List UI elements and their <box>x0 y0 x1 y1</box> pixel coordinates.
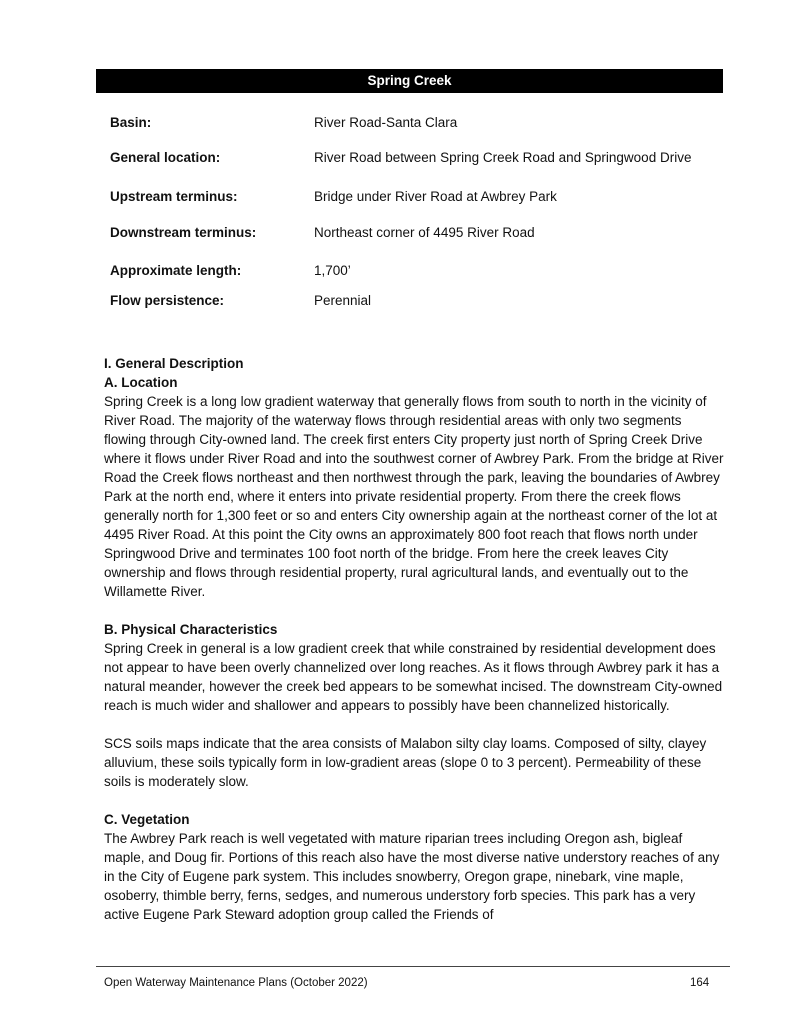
page-number: 164 <box>690 977 710 989</box>
info-value: Perennial <box>314 293 372 308</box>
physical-paragraph-2: SCS soils maps indicate that the area consists of Malabon silty clay loams. Composed of silty, clayey alluvium, these soils typically form in low-gradient areas (slope 0 to 3 percent). Permeability of these soils is moderately slow. <box>104 736 707 789</box>
info-label: Upstream terminus: <box>110 189 238 204</box>
location-paragraph: Spring Creek is a long low gradient waterway that generally flows from south to north in the vicinity of River Road. The majority of the waterway flows through residential areas with only two segments flowing through City-owned land. The creek first enters City property just north of Spring Creek Drive where it flows under River Road and into the southwest corner of Awbrey Park. From the bridge at River Road the Creek flows northeast and then northwest through the park, leaving the boundaries of Awbrey Park at the north end, where it enters into private residential property. From there the creek flows generally north for 1,300 feet or so and enters City ownership again at the northeast corner of the lot at 4495 River Road. At this point the City owns an approximately 800 foot reach that flows north under Springwood Drive and terminates 100 foot north of the bridge. From here the creek leaves City ownership and flows through residential property, rural agricultural lands, and eventually out to the Willamette River. <box>104 394 724 599</box>
subsection-heading-location: A. Location <box>104 375 178 390</box>
section-heading-general-description: I. General Description <box>104 356 244 371</box>
info-label: Downstream terminus: <box>110 225 257 240</box>
info-label: General location: <box>110 150 221 165</box>
subsection-heading-physical-characteristics: B. Physical Characteristics <box>104 622 278 637</box>
physical-paragraph-1: Spring Creek in general is a low gradient creek that while constrained by residential development does not appear to have been overly channelized over long reaches. As it flows through Awbrey park it has a natural meander, however the creek bed appears to be somewhat incised. The downstream City-owned reach is much wider and shallower and appears to possibly have been channelized historically. <box>104 641 723 713</box>
vegetation-paragraph: The Awbrey Park reach is well vegetated with mature riparian trees including Oregon ash, bigleaf maple, and Doug fir. Portions of this reach also have the most diverse native understory reaches of any in the City of Eugene park system. This includes snowberry, Oregon grape, ninebark, vine maple, osoberry, thimble berry, ferns, sedges, and numerous understory forb species. This park has a very active Eugene Park Steward adoption group called the Friends of <box>104 831 720 922</box>
page-title: Spring Creek <box>96 69 723 93</box>
subsection-heading-vegetation: C. Vegetation <box>104 812 190 827</box>
info-label: Flow persistence: <box>110 293 225 308</box>
info-label: Approximate length: <box>110 263 242 278</box>
info-value: Bridge under River Road at Awbrey Park <box>314 189 557 204</box>
info-label: Basin: <box>110 115 152 130</box>
info-value: River Road between Spring Creek Road and Springwood Drive <box>314 150 692 165</box>
info-value: River Road-Santa Clara <box>314 115 458 130</box>
body-content <box>104 354 724 924</box>
footer-title: Open Waterway Maintenance Plans (October 2022) <box>104 977 368 989</box>
info-value: Northeast corner of 4495 River Road <box>314 225 535 240</box>
footer-divider <box>96 966 730 967</box>
info-value: 1,700’ <box>314 263 351 278</box>
